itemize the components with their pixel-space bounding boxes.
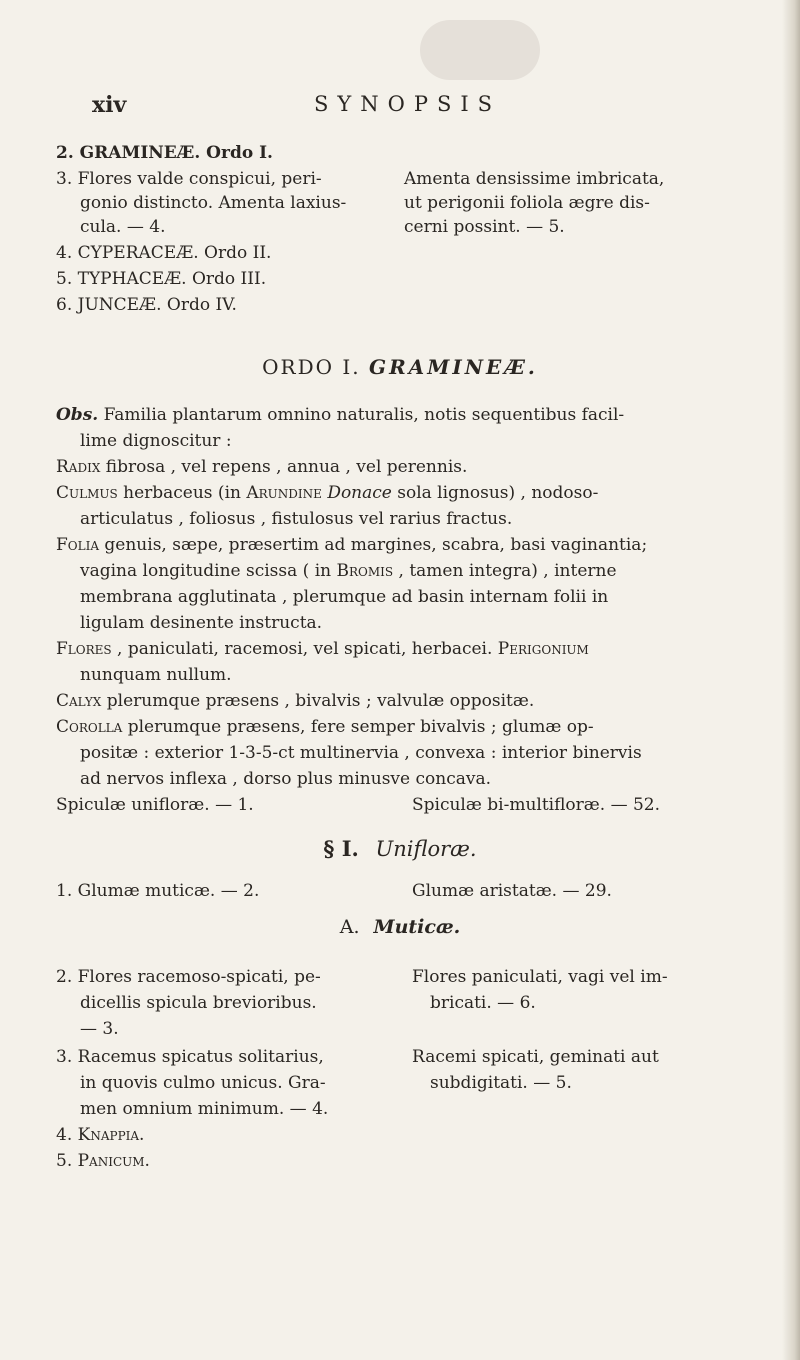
genus-entry: 4. Knappia. (56, 1125, 145, 1145)
page-edge-shadow (782, 0, 800, 1360)
key-line: ut perigonii foliola ægre dis- (404, 193, 650, 213)
spiculae-left: Spiculæ unifloræ. — 1. (56, 795, 254, 815)
key-line: dicellis spicula brevioribus. (80, 993, 317, 1013)
obs-line: Radix fibrosa , vel repens , annua , vel perennis. (56, 457, 468, 477)
obs-line: Flores , paniculati, racemosi, vel spicati, herbacei. Perigonium (56, 639, 589, 659)
obs-line: Corolla plerumque præsens, fere semper bivalvis ; glumæ op- (56, 717, 594, 737)
obs-line: Folia genuis, sæpe, præsertim ad margines, scabra, basi vaginantia; (56, 535, 648, 555)
genus-entry: 5. Panicum. (56, 1151, 150, 1171)
subsection-name: Muticæ. (373, 916, 461, 938)
ordo-name: GRAMINEÆ. (368, 355, 538, 379)
spiculae-right: Spiculæ bi-multifloræ. — 52. (412, 795, 661, 815)
subsection-letter: A. (339, 916, 360, 938)
key-line: 3. Flores valde conspicui, peri- (56, 169, 322, 189)
key-line: Amenta densissime imbricata, (404, 169, 665, 189)
ordo-heading (0, 355, 800, 379)
section-heading (0, 836, 800, 861)
glumae-left: 1. Glumæ muticæ. — 2. (56, 881, 260, 901)
key-line: in quovis culmo unicus. Gra- (80, 1073, 326, 1093)
key-line: men omnium minimum. — 4. (80, 1099, 329, 1119)
key-line: cula. — 4. (80, 217, 166, 237)
key-line: subdigitati. — 5. (430, 1073, 572, 1093)
paper-stain (420, 20, 540, 80)
obs-line: ligulam desinente instructa. (80, 613, 323, 633)
section-name: Unifloræ. (375, 837, 477, 861)
obs-line: articulatus , foliosus , fistulosus vel rarius fractus. (80, 509, 513, 529)
key-line: Flores paniculati, vagi vel im- (412, 967, 668, 987)
subsection-heading (0, 916, 800, 938)
key-line: cerni possint. — 5. (404, 217, 565, 237)
key-line: 2. GRAMINEÆ. Ordo I. (56, 143, 273, 163)
running-title: SYNOPSIS (314, 92, 502, 116)
key-line: 5. TYPHACEÆ. Ordo III. (56, 269, 267, 289)
key-line: Racemi spicati, geminati aut (412, 1047, 659, 1067)
key-line: 4. CYPERACEÆ. Ordo II. (56, 243, 272, 263)
obs-line: ad nervos inflexa , dorso plus minusve concava. (80, 769, 491, 789)
obs-line: membrana agglutinata , plerumque ad basin internam folii in (80, 587, 609, 607)
obs-line: Culmus herbaceus (in Arundine Donace sola lignosus) , nodoso- (56, 483, 599, 503)
key-line: — 3. (80, 1019, 119, 1039)
glumae-right: Glumæ aristatæ. — 29. (412, 881, 612, 901)
obs-line: vagina longitudine scissa ( in Bromis , tamen integra) , interne (80, 561, 617, 581)
running-header (92, 92, 712, 122)
key-line: 2. Flores racemoso-spicati, pe- (56, 967, 321, 987)
page-number: xiv (92, 92, 127, 118)
ordo-prefix: ORDO I. (262, 355, 361, 379)
obs-line: Calyx plerumque præsens , bivalvis ; valvulæ oppositæ. (56, 691, 535, 711)
section-mark: § I. (323, 836, 359, 861)
obs-line: Obs. Familia plantarum omnino naturalis, notis sequentibus facil- (56, 405, 625, 425)
obs-line: positæ : exterior 1-3-5-ct multinervia , convexa : interior binervis (80, 743, 642, 763)
key-line: 3. Racemus spicatus solitarius, (56, 1047, 324, 1067)
obs-line: nunquam nullum. (80, 665, 232, 685)
key-line: bricati. — 6. (430, 993, 536, 1013)
key-line: 6. JUNCEÆ. Ordo IV. (56, 295, 237, 315)
obs-line: lime dignoscitur : (80, 431, 232, 451)
key-line: gonio distincto. Amenta laxius- (80, 193, 347, 213)
